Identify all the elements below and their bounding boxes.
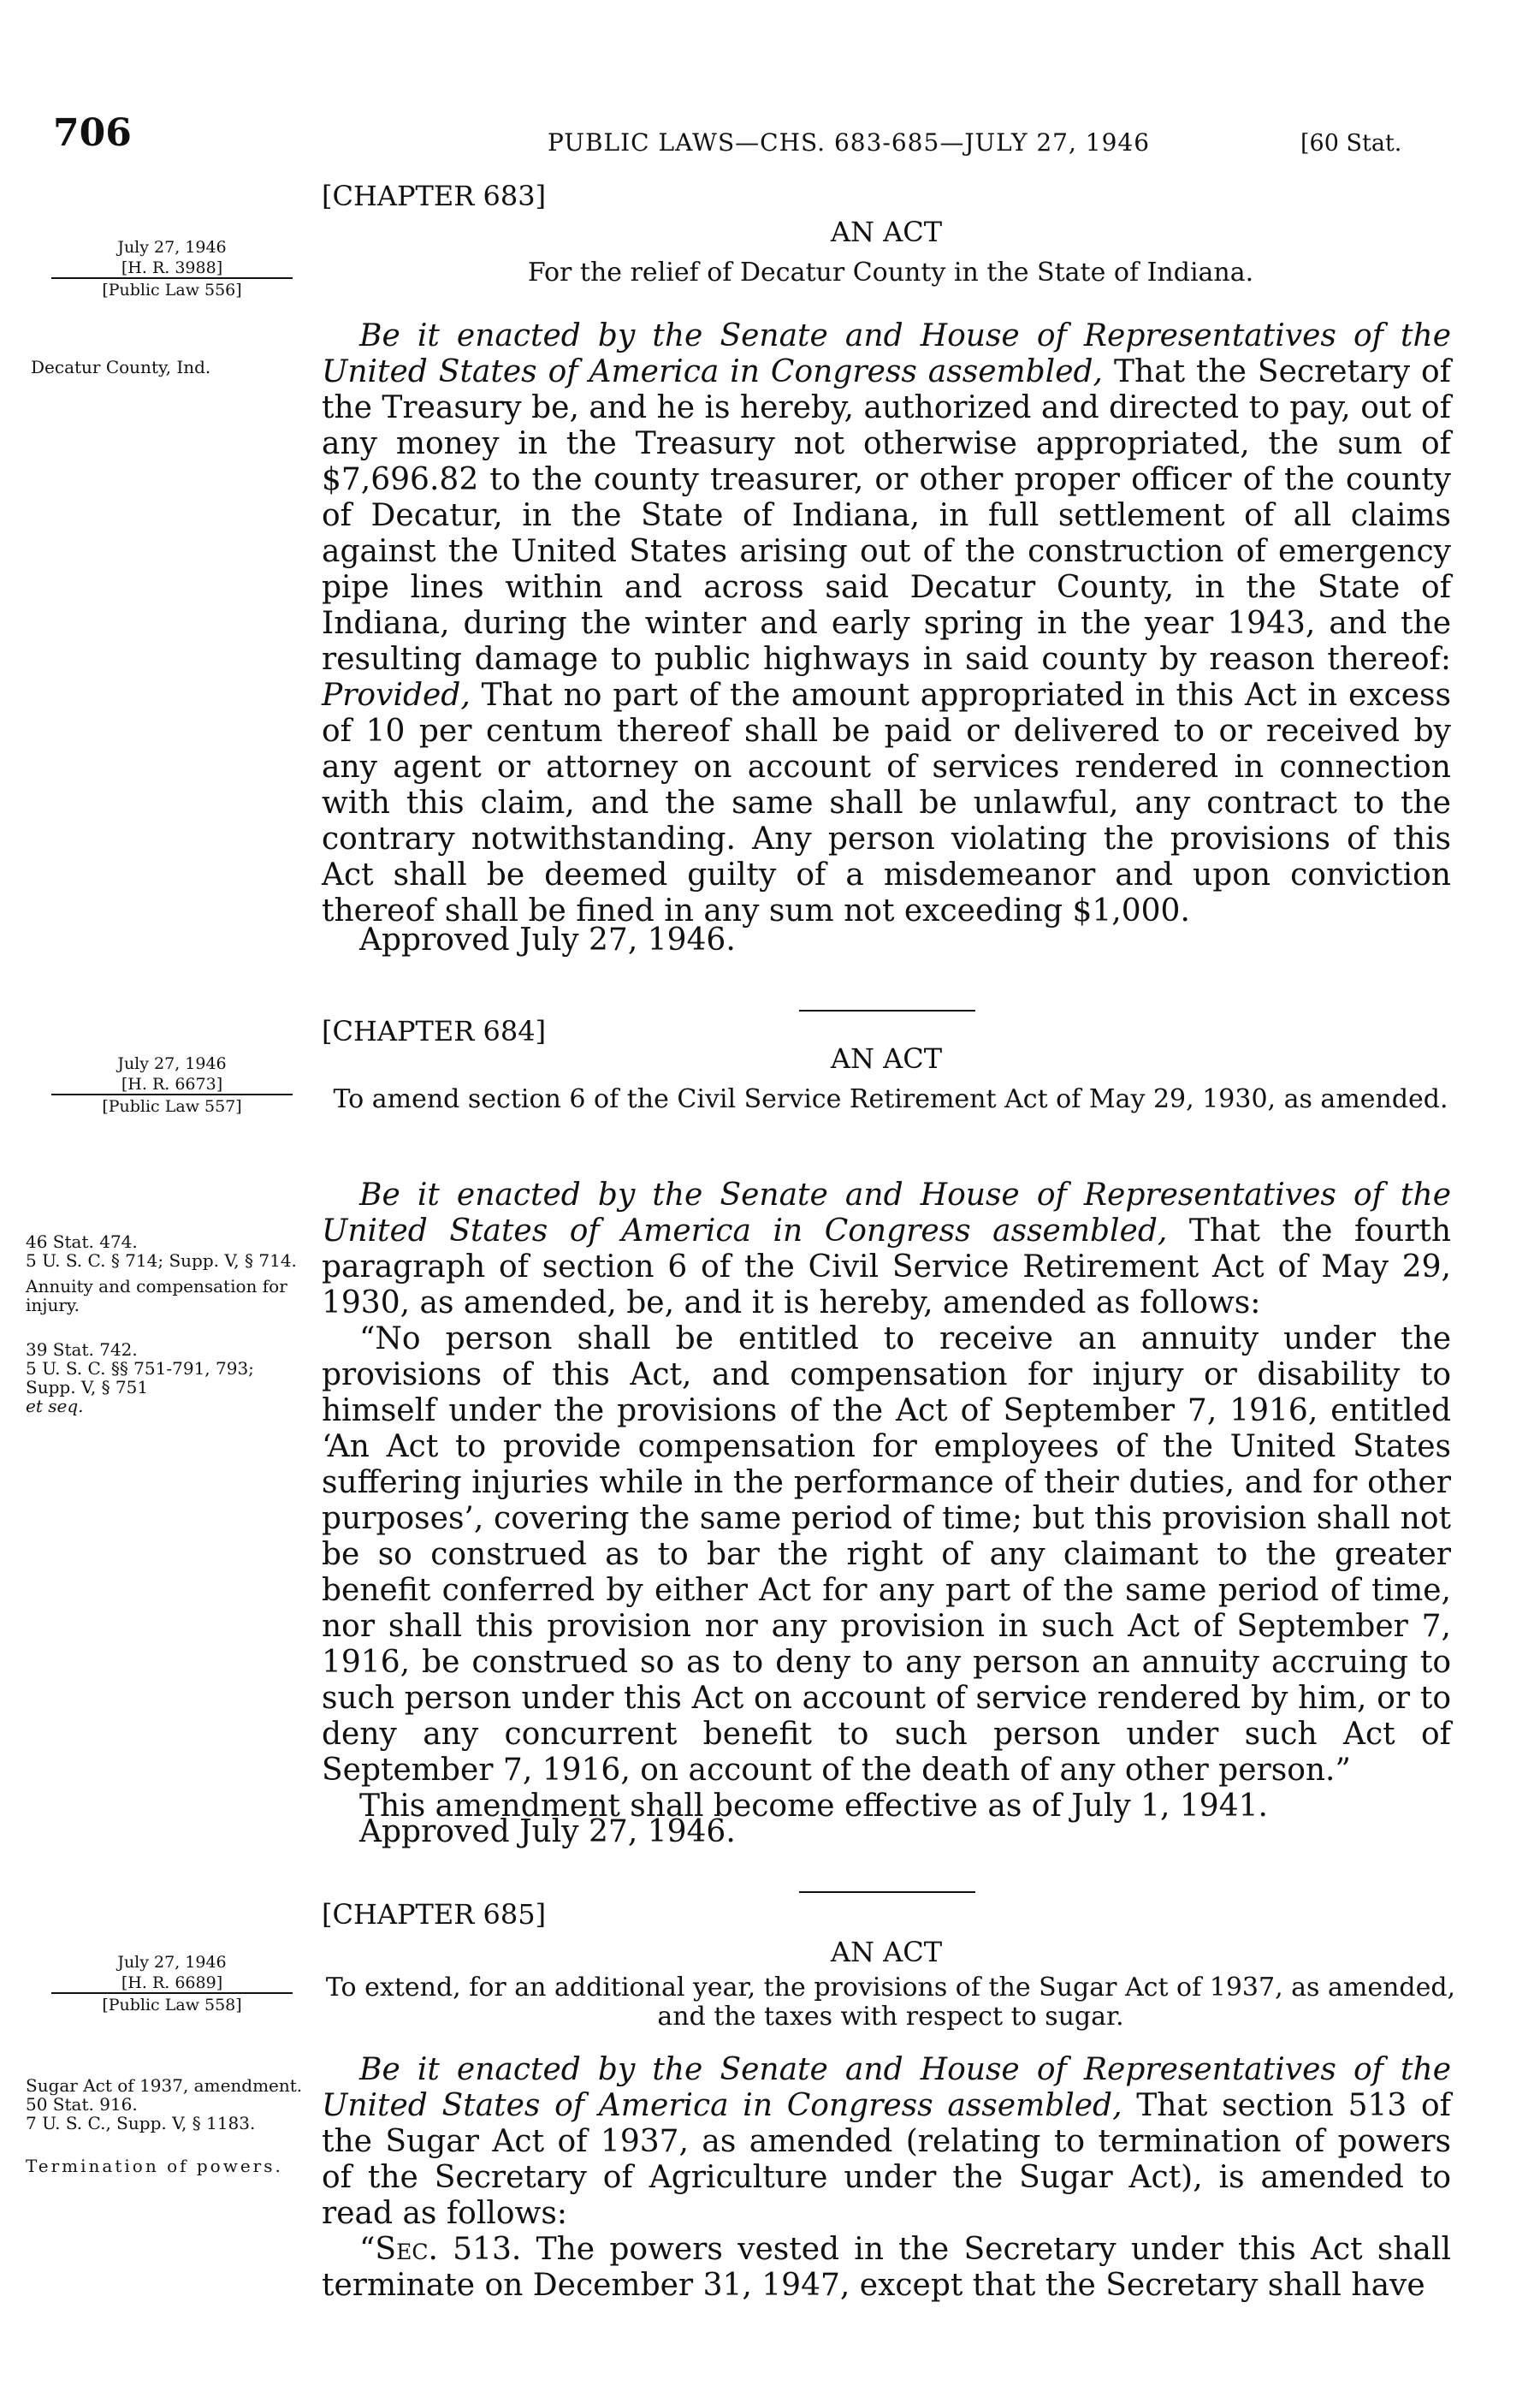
margin-public-law: [Public Law 556] — [102, 281, 242, 300]
margin-bill: [H. R. 3988] — [51, 258, 293, 279]
chapter-683-body — [322, 318, 1451, 929]
enacting-clause: Be it enacted by the Senate and House of Representatives of the United States of America in Congress assembled, — [322, 318, 1451, 389]
body-text: That the Secretary of the Treasury be, and he is hereby, authorized and directed to pay, out of any money in the Treasury not otherwise appropriated, the sum of $7,696.82 to the county treasurer, or other proper officer of the county of Decatur, in the State of Indiana, in full settlement of all claims against the United States arising out of the construction of emergency pipe lines within and across said Decatur County, in the State of Indiana, during the winter and early spring in the year 1943, and the resulting damage to public highways in said county by reason thereof: — [322, 354, 1451, 677]
body-text: That the fourth paragraph of section 6 of the Civil Service Retirement Act of May 29, 1930, as amended, be, and it is hereby, amended as follows: — [322, 1213, 1451, 1320]
section-label: “Sec. 513. — [359, 2232, 522, 2267]
chapter-684-approved: Approved July 27, 1946. — [359, 1814, 736, 1849]
section-divider — [799, 1010, 975, 1012]
chapter-684-label: [CHAPTER 684] — [322, 1015, 547, 1047]
running-head: PUBLIC LAWS—CHS. 683-685—JULY 27, 1946 — [548, 128, 1151, 157]
margin-note-sugar: Sugar Act of 1937, amendment. 50 Stat. 916. 7 U. S. C., Supp. V, § 1183. Termination of powers. — [26, 2075, 303, 2176]
chapter-684-margin-citation — [39, 1054, 305, 1116]
enacting-clause: Be it enacted by the Senate and House of Representatives of the United States of America in Congress assembled, — [322, 2052, 1451, 2123]
section-divider — [799, 1891, 975, 1893]
volume-reference: [60 Stat. — [1300, 130, 1402, 157]
quoted-section: The powers vested in the Secretary under this Act shall terminate on December 31, 1947, except that the Secretary shall have — [322, 2232, 1451, 2303]
margin-note-decatur: Decatur County, Ind. — [31, 357, 211, 377]
margin-date: July 27, 1946 — [117, 1054, 227, 1073]
chapter-684-purpose: To amend section 6 of the Civil Service Retirement Act of May 29, 1930, as amended. — [333, 1084, 1448, 1114]
margin-date: July 27, 1946 — [117, 1953, 227, 1972]
chapter-683-approved: Approved July 27, 1946. — [359, 923, 736, 958]
chapter-683-purpose: For the relief of Decatur County in the State of Indiana. — [527, 258, 1254, 288]
proviso: Provided, — [322, 678, 471, 713]
margin-public-law: [Public Law 558] — [102, 1996, 242, 2014]
chapter-685-act-title: AN ACT — [830, 1936, 943, 1968]
chapter-684-act-title: AN ACT — [830, 1042, 943, 1075]
page-number: 706 — [53, 111, 132, 155]
body-text: That section 513 of the Sugar Act of 1937, as amended (relating to termination of powers of the Secretary of Agriculture under the Sugar Act), is amended to read as follows: — [322, 2088, 1451, 2231]
margin-bill: [H. R. 6673] — [51, 1075, 293, 1095]
chapter-683-label: [CHAPTER 683] — [322, 180, 547, 212]
margin-bill: [H. R. 6689] — [51, 1973, 293, 1994]
chapter-685-margin-citation — [39, 1953, 305, 2014]
quoted-amendment: “No person shall be entitled to receive an annuity under the provisions of this Act, and compensation for injury or disability to himself under the provisions of the Act of September 7, 1916, entitled ‘An Act to provide compensation for employees of the United States suffering injuries while in the performance of their duties, and for other purposes’, covering the same period of time; but this provision shall not be so construed as to bar the right of any claimant to the greater benefit conferred by either Act for any part of the same period of time, nor shall this provision nor any provision in such Act of September 7, 1916, be construed so as to deny to any person an annuity accruing to such person under this Act on account of service rendered by him, or to deny any concurrent benefit to such person under such Act of September 7, 1916, on account of the death of any other person.” — [322, 1321, 1451, 1788]
chapter-683-margin-citation — [39, 238, 305, 300]
chapter-683-act-title: AN ACT — [830, 216, 943, 248]
enacting-clause: Be it enacted by the Senate and House of Representatives of the United States of America in Congress assembled, — [322, 1178, 1451, 1249]
chapter-685-purpose: To extend, for an additional year, the provisions of the Sugar Act of 1937, as amended, and the taxes with respect to sugar. — [325, 1973, 1456, 2032]
chapter-685-label: [CHAPTER 685] — [322, 1898, 547, 1931]
effective-date: This amendment shall become effective as of July 1, 1941. — [359, 1789, 1268, 1824]
chapter-685-body — [322, 2052, 1451, 2304]
chapter-684-body — [322, 1178, 1451, 1824]
margin-public-law: [Public Law 557] — [102, 1097, 242, 1116]
body-text-proviso: That no part of the amount appropriated in this Act in excess of 10 per centum thereof shall be paid or delivered to or received by any agent or attorney on account of services rendered in connection with this claim, and the same shall be unlawful, any contract to the contrary notwithstanding. Any person violating the provisions of this Act shall be deemed guilty of a misdemeanor and upon conviction thereof shall be fined in any sum not exceeding $1,000. — [322, 678, 1451, 929]
margin-note-stat: 46 Stat. 474. 5 U. S. C. § 714; Supp. V, § 714. Annuity and compensation for injury. 39 Stat. 742. 5 U. S. C. §§ 751-791, 793; Supp. V, § 751 et seq. — [26, 1231, 297, 1416]
margin-date: July 27, 1946 — [117, 238, 227, 257]
